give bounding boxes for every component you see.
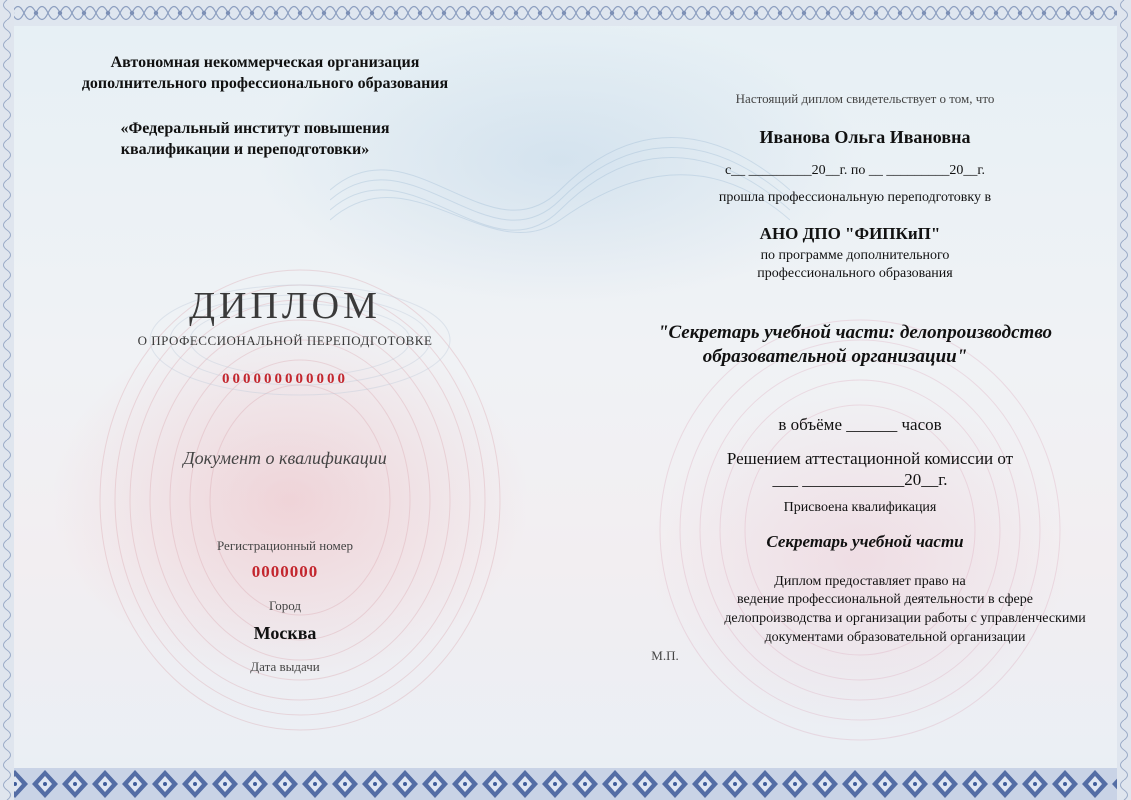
rights-line3: делопроизводства и организации работы с управленческими — [724, 611, 1086, 626]
program-name-line2: образовательной организации" — [702, 346, 968, 367]
city-value: Москва — [253, 623, 317, 643]
qualification-value: Секретарь учебной части — [766, 532, 964, 551]
certificate-intro: Настоящий диплом свидетельствует о том, что — [735, 91, 995, 106]
program-name-line1: "Секретарь учебной части: делопроизводство — [657, 322, 1053, 343]
org-name-line1: Автономная некоммерческая организация — [110, 54, 420, 71]
city-label: Город — [268, 598, 302, 613]
border-ornament-left — [0, 0, 14, 800]
rights-line4: документами образовательной организации — [764, 630, 1026, 645]
commission-decision-line1: Решением аттестационной комиссии от — [726, 449, 1014, 468]
serial-number: 000000000000 — [222, 371, 348, 387]
person-name: Иванова Ольга Ивановна — [759, 127, 971, 147]
seal-place-label: М.П. — [651, 648, 679, 663]
rights-line1: Диплом предоставляет право на — [774, 574, 966, 589]
diploma-subtitle: О ПРОФЕССИОНАЛЬНОЙ ПЕРЕПОДГОТОВКЕ — [137, 333, 433, 348]
registration-number-label: Регистрационный номер — [217, 538, 353, 553]
program-intro-line2: профессионального образования — [757, 266, 953, 281]
diploma-title: ДИПЛОМ — [189, 285, 381, 327]
organization-short-name: АНО ДПО "ФИПКиП" — [759, 224, 941, 243]
hours-volume: в объёме ______ часов — [778, 415, 942, 434]
org-name-line2: дополнительного профессионального образования — [81, 75, 449, 92]
commission-decision-line2: ___ ____________20__г. — [772, 470, 948, 489]
issue-date-label: Дата выдачи — [250, 659, 320, 674]
border-ornament-bottom — [0, 768, 1131, 800]
qualification-assigned-label: Присвоена квалификация — [783, 500, 937, 515]
rights-line2: ведение профессиональной деятельности в сфере — [737, 592, 1033, 607]
institute-name-line2: квалификации и переподготовки» — [120, 141, 370, 158]
qualification-document-label: Документ о квалификации — [183, 448, 387, 468]
guilloche-rosette-right — [640, 300, 1080, 760]
study-period: с__ _________20__г. по __ _________20__г. — [724, 163, 986, 178]
retraining-statement: прошла профессиональную переподготовку в — [718, 190, 992, 205]
institute-name-line1: «Федеральный институт повышения — [120, 120, 390, 137]
border-ornament-right — [1117, 0, 1131, 800]
program-intro-line1: по программе дополнительного — [760, 248, 950, 263]
registration-number: 0000000 — [251, 562, 319, 581]
border-ornament-top — [0, 0, 1131, 26]
